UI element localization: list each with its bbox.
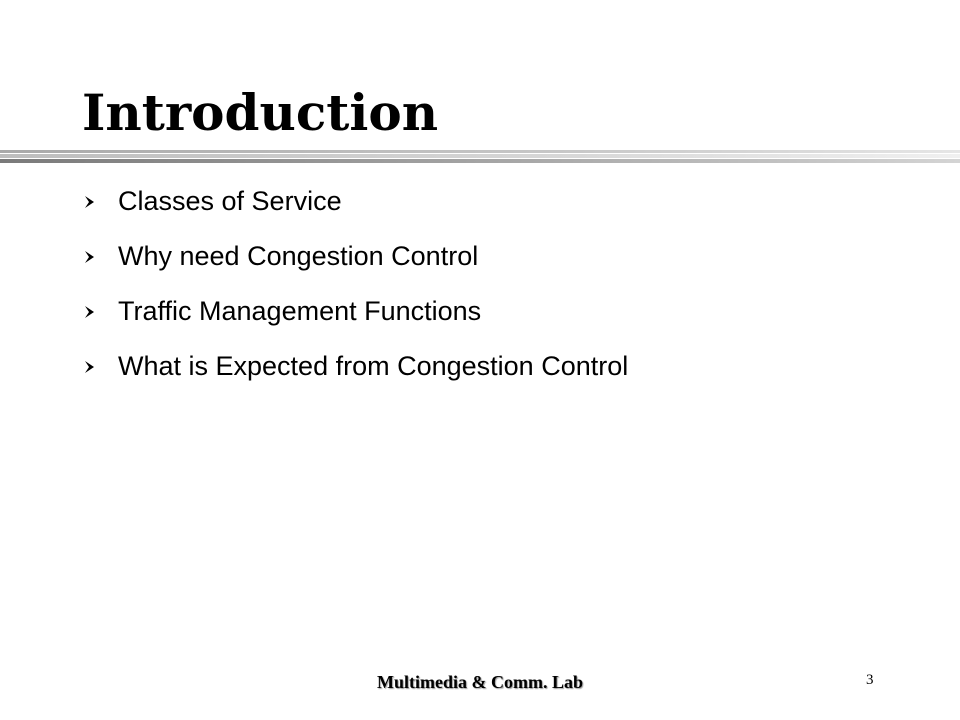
bullet-item (84, 288, 628, 343)
bullet-text: What is Expected from Congestion Control (118, 351, 629, 381)
bullet-item (84, 178, 628, 233)
arrowhead-bullet-icon (84, 233, 118, 264)
page-number: 3 (866, 672, 874, 688)
title-divider (0, 150, 960, 164)
bullet-text: Why need Congestion Control (118, 241, 479, 271)
bullet-item (84, 343, 628, 398)
arrowhead-bullet-icon (84, 178, 118, 209)
bullet-text: Traffic Management Functions (118, 296, 482, 326)
bullet-item (84, 233, 628, 288)
arrowhead-bullet-icon (84, 343, 118, 374)
footer-lab-name: Multimedia & Comm. Lab (377, 672, 583, 692)
bullet-list (84, 178, 628, 398)
bullet-text: Classes of Service (118, 186, 342, 216)
slide-title: Introduction (82, 83, 439, 142)
arrowhead-bullet-icon (84, 288, 118, 319)
